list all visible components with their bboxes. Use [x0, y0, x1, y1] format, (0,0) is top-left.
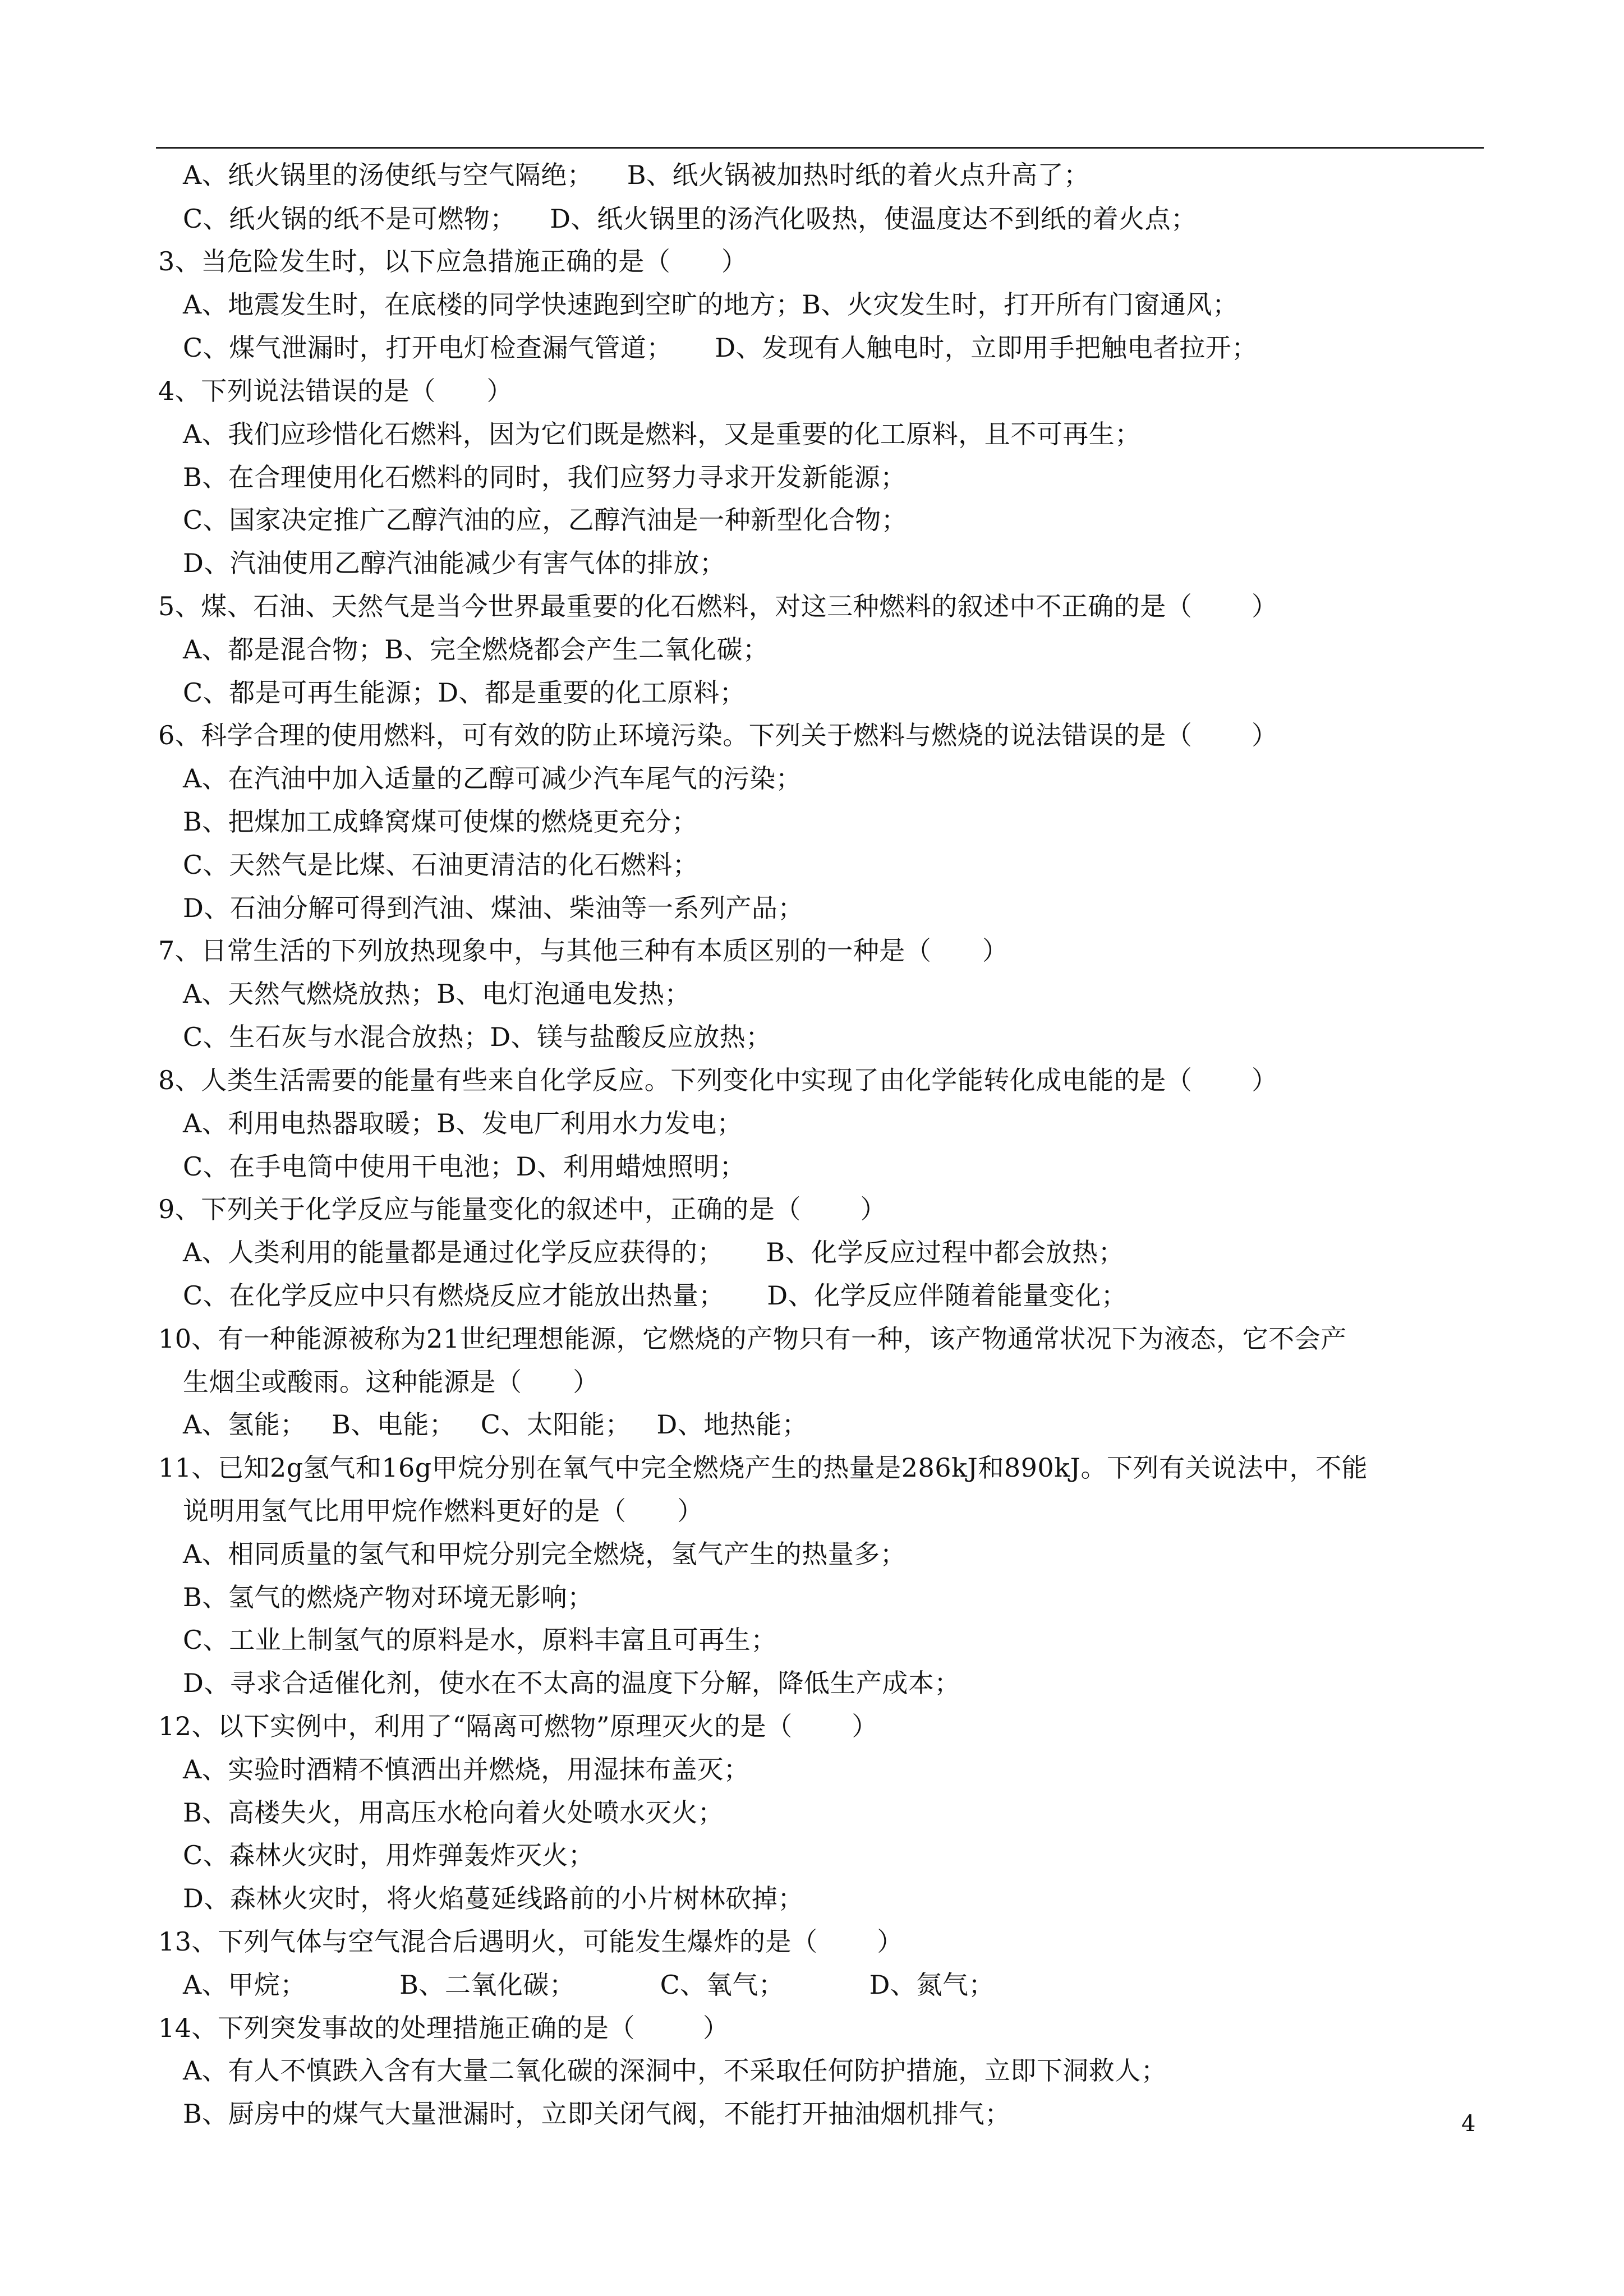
- header-rule: [156, 147, 1484, 149]
- option-line: D、寻求合适催化剂，使水在不太高的温度下分解，降低生产成本；: [183, 1668, 960, 1698]
- option-line: D、森林火灾时，将火焰蔓延线路前的小片树林砍掉；: [183, 1883, 804, 1914]
- option-line: B、高楼失火，用高压水枪向着火处喷水灭火；: [183, 1797, 724, 1828]
- option-line: C、生石灰与水混合放热；D、镁与盐酸反应放热；: [183, 1022, 772, 1052]
- option-line: C、工业上制氢气的原料是水，原料丰富且可再生；: [183, 1625, 777, 1655]
- option-line: C、煤气泄漏时，打开电灯检查漏气管道； D、发现有人触电时，立即用手把触电者拉开；: [183, 333, 1258, 363]
- question-6: 6、科学合理的使用燃料，可有效的防止环境污染。下列关于燃料与燃烧的说法错误的是（ ）: [158, 720, 1278, 750]
- option-line: A、地震发生时，在底楼的同学快速跑到空旷的地方；B、火灾发生时，打开所有门窗通风；: [183, 289, 1239, 320]
- option-line: A、纸火锅里的汤使纸与空气隔绝； B、纸火锅被加热时纸的着火点升高了；: [183, 160, 1090, 190]
- option-line: C、国家决定推广乙醇汽油的应，乙醇汽油是一种新型化合物；: [183, 505, 908, 535]
- option-line: C、森林火灾时，用炸弹轰炸灭火；: [183, 1840, 595, 1870]
- option-line: B、厨房中的煤气大量泄漏时，立即关闭气阀，不能打开抽油烟机排气；: [183, 2099, 1011, 2129]
- page-number: 4: [1461, 2111, 1476, 2137]
- question-14: 14、下列突发事故的处理措施正确的是（ ）: [158, 2013, 729, 2043]
- option-line: A、相同质量的氢气和甲烷分别完全燃烧，氢气产生的热量多；: [183, 1539, 907, 1569]
- option-line: A、天然气燃烧放热；B、电灯泡通电发热；: [183, 979, 691, 1009]
- option-line: A、在汽油中加入适量的乙醇可减少汽车尾气的污染；: [183, 763, 802, 794]
- option-line: B、氢气的燃烧产物对环境无影响；: [183, 1582, 594, 1612]
- question-12: 12、以下实例中，利用了“隔离可燃物”原理灭火的是（ ）: [158, 1711, 878, 1741]
- option-line: C、纸火锅的纸不是可燃物； D、纸火锅里的汤汽化吸热，使温度达不到纸的着火点；: [183, 204, 1197, 234]
- option-line: D、汽油使用乙醇汽油能减少有害气体的排放；: [183, 548, 726, 578]
- question-9: 9、下列关于化学反应与能量变化的叙述中，正确的是（ ）: [158, 1194, 887, 1224]
- option-line: A、都是混合物；B、完全燃烧都会产生二氧化碳；: [183, 634, 769, 665]
- option-line: A、我们应珍惜化石燃料，因为它们既是燃料，又是重要的化工原料，且不可再生；: [183, 419, 1141, 449]
- option-line: A、人类利用的能量都是通过化学反应获得的； B、化学反应过程中都会放热；: [183, 1237, 1125, 1267]
- question-4: 4、下列说法错误的是（ ）: [158, 376, 513, 406]
- question-3: 3、当危险发生时，以下应急措施正确的是（ ）: [158, 246, 748, 276]
- option-line: B、在合理使用化石燃料的同时，我们应努力寻求开发新能源；: [183, 462, 907, 492]
- question-5: 5、煤、石油、天然气是当今世界最重要的化石燃料，对这三种燃料的叙述中不正确的是（ ）: [158, 591, 1278, 621]
- option-line: A、甲烷； B、二氧化碳； C、氧气； D、氮气；: [183, 1970, 995, 2000]
- question-10: 10、有一种能源被称为21世纪理想能源，它燃烧的产物只有一种，该产物通常状况下为液态，它不会产: [158, 1324, 1347, 1354]
- option-line: D、石油分解可得到汽油、煤油、柴油等一系列产品；: [183, 893, 804, 923]
- option-line: A、有人不慎跌入含有大量二氧化碳的深洞中，不采取任何防护措施，立即下洞救人；: [183, 2055, 1167, 2086]
- option-line: C、天然气是比煤、石油更清洁的化石燃料；: [183, 850, 699, 880]
- question-13: 13、下列气体与空气混合后遇明火，可能发生爆炸的是（ ）: [158, 1926, 903, 1957]
- option-line: C、都是可再生能源；D、都是重要的化工原料；: [183, 677, 746, 708]
- question-8: 8、人类生活需要的能量有些来自化学反应。下列变化中实现了由化学能转化成电能的是（ ）: [158, 1065, 1278, 1095]
- option-line: B、把煤加工成蜂窝煤可使煤的燃烧更充分；: [183, 806, 698, 837]
- option-line: C、在手电筒中使用干电池；D、利用蜡烛照明；: [183, 1151, 746, 1182]
- question-11: 11、已知2g氢气和16g甲烷分别在氧气中完全燃烧产生的热量是286kJ和890kJ。下列有关说法中，不能: [158, 1453, 1368, 1483]
- question-11-cont: 说明用氢气比用甲烷作燃料更好的是（ ）: [183, 1496, 703, 1526]
- option-line: C、在化学反应中只有燃烧反应才能放出热量； D、化学反应伴随着能量变化；: [183, 1280, 1128, 1311]
- question-10-cont: 生烟尘或酸雨。这种能源是（ ）: [183, 1367, 599, 1397]
- option-line: A、利用电热器取暖；B、发电厂利用水力发电；: [183, 1108, 743, 1138]
- option-line: A、实验时酒精不慎洒出并燃烧，用湿抹布盖灭；: [183, 1754, 750, 1785]
- option-line: A、氢能； B、电能； C、太阳能； D、地热能；: [183, 1409, 808, 1440]
- question-7: 7、日常生活的下列放热现象中，与其他三种有本质区别的一种是（ ）: [158, 935, 1009, 966]
